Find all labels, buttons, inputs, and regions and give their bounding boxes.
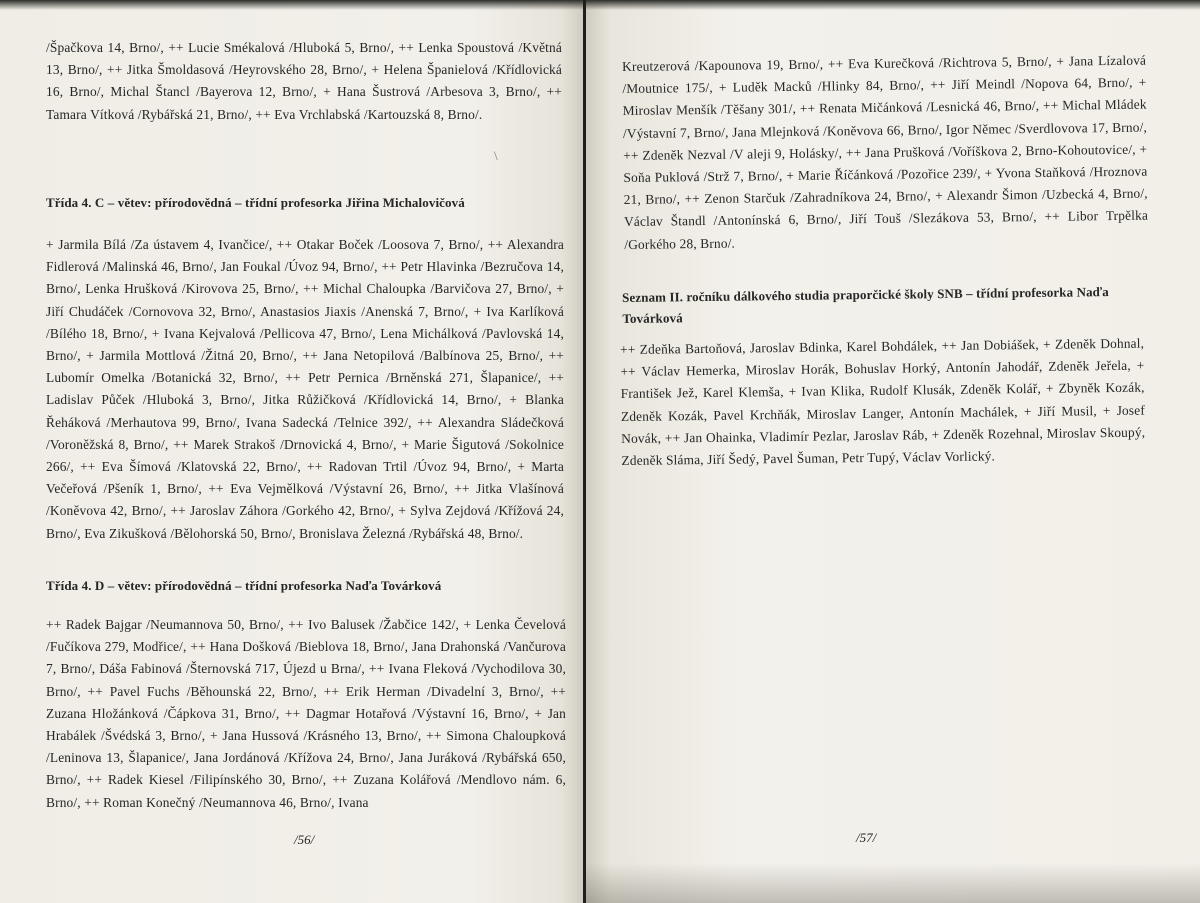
class-list-continuation: /Špačkova 14, Brno/, ++ Lucie Smékalová /Hluboká 5, Brno/, ++ Lenka Spoustová /Květná 13, Brno/, ++ Jitka Šmoldasová /Heyrovského 28, Brno/, + Helena Španielová /Křídlovická 16, Brno/, Michal Štancl /Bayerova 12, Brno/, + Hana Šustrová /Arbesova 3, Brno/, ++ Tamara Vítková /Rybářská 21, Brno/, ++ Eva Vrchlabská /Kartouzská 8, Brno/. bbox=[46, 40, 562, 122]
class-4c-heading: Třída 4. C – větev: přírodovědná – třídní profesorka Jiřina Michalovičová bbox=[46, 195, 465, 210]
class-4d-student-list-continued: Kreutzerová /Kapounova 19, Brno/, ++ Eva Kurečková /Richtrova 5, Brno/, + Jana Lízalová /Moutnice 175/, + Luděk Macků /Hlinky 84, Brno/, ++ Jiří Meindl /Nopova 64, Brno/, + Miroslav Menšík /Těšany 301/, ++ Renata Mičánková /Lesnická 46, Brno/, ++ Michal Mládek /Výstavní 7, Brno/, Jana Mlejnková /Koněvova 66, Brno/, Igor Němec /Sverdlovova 17, Brno/, ++ Zdeněk Nezval /V aleji 9, Holásky/, ++ Jana Prušková /Voříškova 2, Brno-Kohoutovice/, + Soňa Puklová /Strž 7, Brno/, + Marie Říčánková /Pozořice 239/, + Yvona Staňková /Hroznova 21, Brno/, ++ Zenon Starčuk /Zahradníkova 24, Brno/, + Alexandr Šimon /Uzbecká 4, Brno/, Václav Štandl /Antonínská 6, Brno/, Jiří Touš /Slezákova 53, Brno/, ++ Libor Trpělka /Gorkého 28, Brno/. bbox=[622, 52, 1149, 252]
right-page bbox=[586, 0, 1200, 903]
page-number-right: /57/ bbox=[856, 830, 877, 845]
left-page bbox=[0, 0, 584, 903]
top-shadow bbox=[0, 0, 584, 10]
class-4c-student-list: + Jarmila Bílá /Za ústavem 4, Ivančice/, ++ Otakar Boček /Loosova 7, Brno/, ++ Alexandra Fidlerová /Malinská 46, Brno/, Jan Foukal /Úvoz 94, Brno/, ++ Petr Hlavinka /Bezručova 14, Brno/, Lenka Hrušková /Kirovova 25, Brno/, ++ Michal Chaloupka /Barvičova 27, Brno/, + Jiří Chudáček /Cornovova 32, Brno/, Anastasios Jiaxis /Anenská 7, Brno/, + Iva Karlíková /Bílého 18, Brno/, + Ivana Kejvalová /Pellicova 47, Brno/, Lena Michálková /Pavlovská 14, Brno/, + Jarmila Mottlová /Žitná 20, Brno/, ++ Jana Netopilová /Balbínova 25, Brno/, ++ Lubomír Omelka /Botanická 32, Brno/, ++ Petr Pernica /Brněnská 271, Šlapanice/, ++ Ladislav Půček /Hluboká 3, Brno/, Jitka Růžičková /Křídlovická 14, Brno/, + Blanka Řeháková /Merhautova 99, Brno/, Ivana Sadecká /Telnice 392/, ++ Alexandra Sládečková /Voroněžská 8, Brno/, ++ Marek Strakoš /Drnovická 4, Brno/, + Marie Šigutová /Sokolnice 266/, ++ Eva Šímová /Klatovská 22, Brno/, ++ Radovan Trtil /Úvoz 94, Brno/, + Marta Večeřová /Pšeník 1, Brno/, ++ Eva Vejmělková /Výstavní 26, Brno/, ++ Jitka Vlašínová /Koněvova 42, Brno/, ++ Jaroslav Záhora /Gorkého 42, Brno/, + Sylva Zejdová /Křížová 24, Brno/, Eva Zikušková /Bělohorská 50, Brno/, Bronislava Železná /Rybářská 48, Brno/. bbox=[46, 237, 564, 541]
class-4d-student-list: ++ Radek Bajgar /Neumannova 50, Brno/, ++ Ivo Balusek /Žabčice 142/, + Lenka Čevelová /Fučíkova 279, Modřice/, ++ Hana Došková /Bieblova 18, Brno/, Jana Drahonská /Vančurova 7, Brno/, Dáša Fabinová /Šternovská 717, Újezd u Brna/, ++ Ivana Fleková /Vychodilova 30, Brno/, ++ Pavel Fuchs /Běhounská 22, Brno/, ++ Erik Herman /Divadelní 3, Brno/, ++ Zuzana Hložánková /Čápkova 31, Brno/, ++ Dagmar Hotařová /Výstavní 16, Brno/, + Jan Hrabálek /Švédská 3, Brno/, + Jana Hussová /Krásného 13, Brno/, ++ Simona Chaloupková /Leninova 13, Šlapanice/, Jana Jordánová /Křížova 24, Brno/, Jana Juráková /Rybářská 650, Brno/, ++ Radek Kiesel /Filipínského 30, Brno/, ++ Zuzana Kolářová /Mendlovo nám. 6, Brno/, ++ Roman Konečný /Neumannova 46, Brno/, Ivana bbox=[46, 617, 566, 810]
page-number-left: /56/ bbox=[294, 832, 315, 847]
distance-study-heading: Seznam II. ročníku dálkového studia praporčické školy SNB – třídní profesorka Naďa Továrková bbox=[622, 284, 1109, 326]
top-shadow bbox=[586, 0, 1200, 10]
class-4d-heading: Třída 4. D – větev: přírodovědná – třídní profesorka Naďa Továrková bbox=[46, 578, 442, 593]
stray-mark: \ bbox=[494, 148, 498, 163]
distance-study-student-list: ++ Zdeňka Bartoňová, Jaroslav Bdinka, Karel Bohdálek, ++ Jan Dobiášek, + Zdeněk Dohnal, ++ Václav Hemerka, Miroslav Horák, Bohuslav Horký, Antonín Jahodář, Zdeněk Jeřela, + František Jež, Karel Klemša, + Ivan Klika, Rudolf Klusák, Zdeněk Kolář, + Zbyněk Kozák, Zdeněk Kozák, Pavel Krchňák, Miroslav Langer, Antonín Machálek, + Jiří Musil, + Josef Novák, ++ Jan Ohainka, Vladimír Pezlar, Jaroslav Ráb, + Zdeněk Rozehnal, Miroslav Skoupý, Zdeněk Sláma, Jiří Šedý, Pavel Šuman, Petr Tupý, Václav Vorlický. bbox=[620, 335, 1146, 469]
